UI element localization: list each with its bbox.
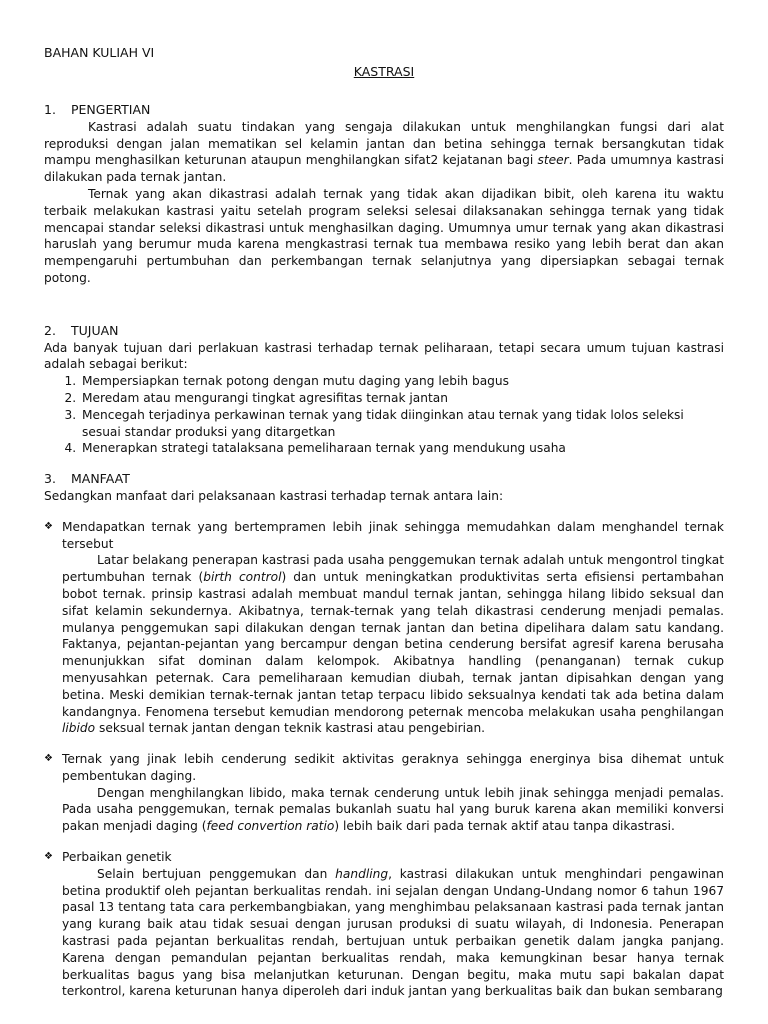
italic-term: libido — [62, 721, 96, 736]
text-run: Kastrasi adalah suatu tindakan yang sengaja dilakukan untuk menghilangkan fungsi dari alat reproduksi dengan jalan mematikan sel kelamin jantan dan betina sehingga ternak bersangkutan tidak mampu menghasilkan keturunan ataupun menghilangkan sifat2 kejatanan bagi — [44, 119, 724, 168]
document-title: KASTRASI — [353, 64, 415, 79]
spacer — [44, 505, 724, 519]
section-heading-pengertian — [44, 102, 724, 119]
section-number: 3. — [44, 471, 56, 487]
text-run: . Pada umumnya kastrasi dilakukan pada ternak jantan. — [44, 153, 724, 185]
section-title: PENGERTIAN — [71, 102, 151, 117]
paragraph — [44, 866, 724, 1000]
list-item: 3. Mencegah terjadinya perkawinan ternak yang tidak diinginkan atau ternak yang tidak lolos seleksi sesuai standar produksi yang ditargetkan — [80, 407, 724, 441]
document-body — [44, 102, 724, 1000]
numbered-list — [44, 373, 724, 457]
paragraph: Sedangkan manfaat dari pelaksanaan kastrasi terhadap ternak antara lain: — [44, 488, 504, 503]
italic-term: steer — [537, 153, 569, 168]
italic-term: feed convertion ratio — [206, 819, 335, 834]
section-title: MANFAAT — [71, 471, 130, 487]
text-run: , kastrasi dilakukan untuk menghindari pengawinan betina produktif oleh pejantan berkualitas rendah. ini sejalan dengan Undang-Undang nomor 6 tahun 1967 pasal 13 tentang tata cara perkembangbiakan, yang menghimbau pelaksanaan kastrasi pada ternak jantan yang kurang baik atau tidak sesuai dengan jurusan produksi di suatu wilayah, di Indonesia. Penerapan kastrasi pada pejantan berkualitas rendah, bertujuan untuk perbaikan genetik dalam jangka panjang. Karena dengan pemandulan pejantan berkualitas rendah, maka kemungkinan besar hanya ternak berkualitas bagus yang bisa melanjutkan keturunan. Dengan begitu, maka mutu sapi bakalan dapat terkontrol, karena keturunan hanya diperoleh dari induk jantan yang berkualitas baik dan bukan sembarang — [62, 866, 724, 999]
text-run: Selain bertujuan penggemukan dan — [97, 866, 336, 881]
spacer — [44, 737, 724, 751]
section-number: 1. — [44, 102, 56, 117]
bullet-item: ❖ Mendapatkan ternak yang bertempramen lebih jinak sehingga memudahkan dalam menghandel ternak tersebut — [44, 519, 724, 553]
paragraph — [44, 785, 724, 835]
bullet-item: ❖ Ternak yang jinak lebih cenderung sedikit aktivitas geraknya sehingga energinya bisa dihemat untuk pembentukan daging. — [44, 751, 724, 785]
paragraph — [44, 119, 724, 186]
paragraph: Ternak yang akan dikastrasi adalah ternak yang tidak akan dijadikan bibit, oleh karena itu waktu terbaik melakukan kastrasi yaitu setelah program seleksi selesai dilaksanakan sehingga ternak yang tidak mencapai standar seleksi dikastrasi untuk menghasilkan daging. Umumnya umur ternak yang akan dikastrasi haruslah yang berumur muda karena mengkastrasi ternak tua membawa resiko yang lebih berat dan akan mempengaruhi pertumbuhan dan perkembangan ternak selanjutnya yang dipersiapkan sebagai ternak potong. — [44, 186, 724, 285]
italic-term: birth control — [203, 570, 282, 585]
section-heading-tujuan — [44, 323, 724, 340]
spacer — [44, 835, 724, 849]
section-title: TUJUAN — [71, 322, 119, 338]
course-label: BAHAN KULIAH VI — [44, 45, 155, 60]
bullet-item: ❖ Perbaikan genetik — [44, 849, 724, 866]
list-item: 2. Meredam atau mengurangi tingkat agresifitas ternak jantan — [80, 390, 724, 407]
italic-term: handling — [335, 866, 389, 881]
list-item: 4. Menerapkan strategi tatalaksana pemeliharaan ternak yang mendukung usaha — [80, 440, 724, 457]
text-run: seksual ternak jantan dengan teknik kastrasi atau pengebirian. — [95, 721, 486, 736]
list-item: 1. Mempersiapkan ternak potong dengan mutu daging yang lebih bagus — [80, 373, 724, 390]
section-number: 2. — [44, 322, 56, 338]
text-run: Latar belakang penerapan kastrasi pada usaha penggemukan ternak adalah untuk mengontrol tingkat pertumbuhan ternak ( — [62, 553, 724, 585]
paragraph: Ada banyak tujuan dari perlakuan kastrasi terhadap ternak peliharaan, tetapi secara umum tujuan kastrasi adalah sebagai berikut: — [44, 340, 724, 372]
text-run: Dengan menghilangkan libido, maka ternak cenderung untuk lebih jinak sehingga menjadi pemalas. Pada usaha penggemukan, ternak pemalas bukanlah suatu hal yang buruk karena akan memiliki konversi pakan menjadi daging ( — [62, 785, 724, 834]
paragraph — [44, 552, 724, 737]
text-run: ) dan untuk meningkatkan produktivitas serta efisiensi pertambahan bobot ternak. prinsip kastrasi adalah membuat mandul ternak jantan, sehingga hilang libido seksual dan sifat kelamin sekundernya. Akibatnya, ternak-ternak yang telah dikastrasi cenderung menjadi pemalas. mulanya penggemukan sapi dilakukan dengan ternak jantan dan betina dipelihara dalam satu kandang. Faktanya, pejantan-pejantan yang bercampur dengan betina cenderung bersifat agresif karena berusaha menunjukkan sifat dominan dalam kelompok. Akibatnya handling (penanganan) ternak cukup menyusahkan peternak. Cara pemeliharaan kemudian diubah, ternak jantan dipisahkan dengan yang betina. Meski demikian ternak-ternak jantan tetap terpacu libido seksualnya kendati tak ada betina dalam kandangnya. Fenomena tersebut kemudian mendorong peternak mencoba melakukan usaha penghilangan — [62, 570, 725, 719]
spacer — [44, 457, 724, 471]
section-heading-manfaat — [44, 471, 724, 488]
spacer — [44, 287, 724, 323]
text-run: ) lebih baik dari pada ternak aktif atau tanpa dikastrasi. — [334, 819, 675, 834]
